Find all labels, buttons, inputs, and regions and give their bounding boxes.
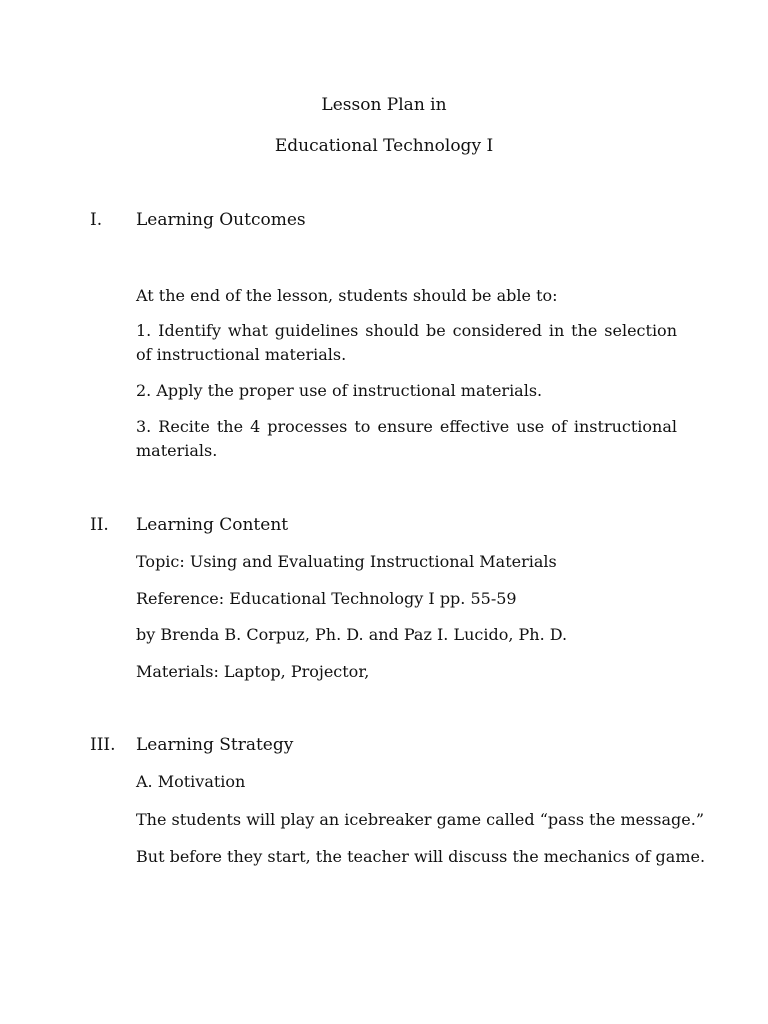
section-2-number: II. xyxy=(90,515,109,535)
section-1-number: I. xyxy=(90,210,103,230)
document-title-line-2: Educational Technology I xyxy=(274,136,494,156)
document-title-line-1: Lesson Plan in xyxy=(321,95,447,115)
content-reference: Reference: Educational Technology I pp. 55-59 xyxy=(136,589,517,608)
learning-outcome-item-2: 2. Apply the proper use of instructional materials. xyxy=(136,381,543,400)
content-materials: Materials: Laptop, Projector, xyxy=(136,662,370,681)
strategy-line-2: But before they start, the teacher will discuss the mechanics of game. xyxy=(136,847,706,866)
section-3-title: Learning Strategy xyxy=(136,735,294,755)
section-3-number: III. xyxy=(90,735,116,755)
content-authors: by Brenda B. Corpuz, Ph. D. and Paz I. Lucido, Ph. D. xyxy=(136,625,568,644)
learning-outcomes-intro: At the end of the lesson, students should be able to: xyxy=(136,286,558,305)
section-1-title: Learning Outcomes xyxy=(136,210,306,230)
content-topic: Topic: Using and Evaluating Instructional Materials xyxy=(136,552,557,571)
strategy-subheading: A. Motivation xyxy=(136,772,246,791)
learning-outcome-item-1: 1. Identify what guidelines should be considered in the selection of instructional materials. xyxy=(136,321,677,364)
section-2-title: Learning Content xyxy=(136,515,289,535)
learning-outcome-item-3: 3. Recite the 4 processes to ensure effective use of instructional materials. xyxy=(136,417,677,460)
strategy-line-1: The students will play an icebreaker game called “pass the message.” xyxy=(136,810,705,829)
